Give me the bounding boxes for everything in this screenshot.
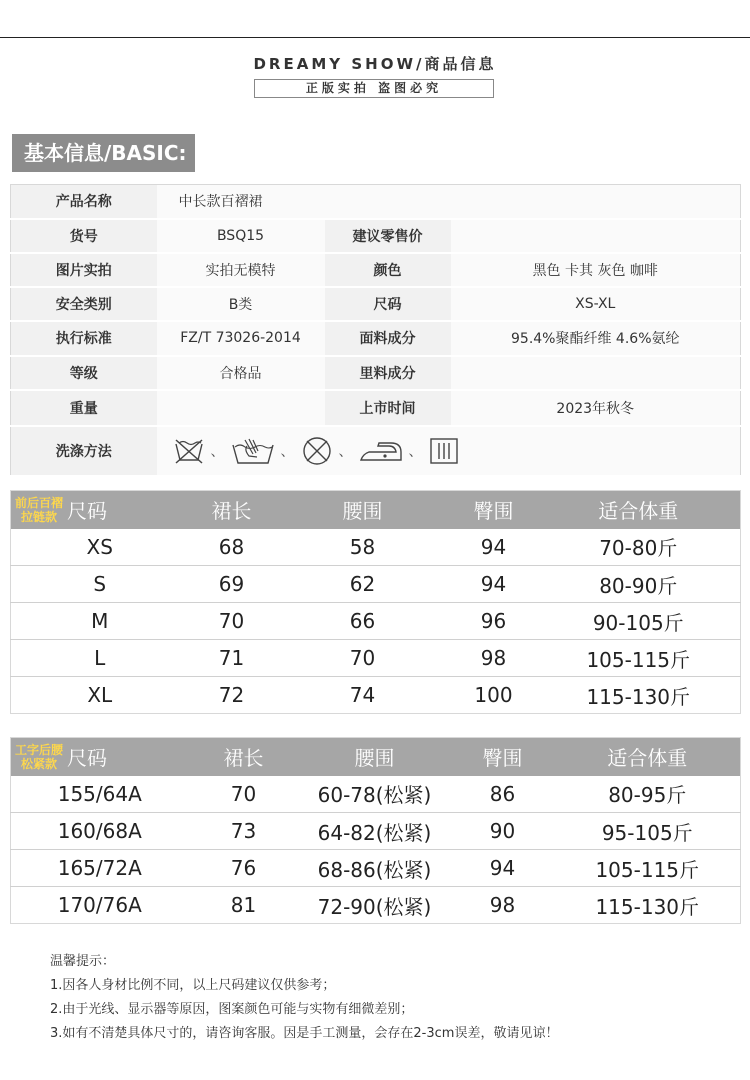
color-value: 黑色 卡其 灰色 咖啡	[451, 253, 741, 287]
size-header-cell: 工字后腰 松紧款 尺码	[11, 738, 189, 776]
cell: 94	[451, 566, 537, 603]
info-row	[11, 219, 741, 253]
info-row	[11, 426, 741, 476]
sku-value: BSQ15	[157, 219, 325, 253]
cell: 69	[189, 566, 275, 603]
cell: M	[11, 603, 189, 640]
cell: 98	[489, 893, 516, 917]
cell: 80-90斤	[537, 566, 741, 603]
care-separator: 、	[210, 443, 225, 460]
launch-value: 2023年秋冬	[451, 390, 741, 426]
hand-wash-icon	[231, 436, 275, 466]
cell: 64-82(松紧)	[299, 813, 451, 850]
info-row	[11, 253, 741, 287]
weight-value	[157, 390, 325, 426]
cell: 60-78(松紧)	[299, 776, 451, 813]
cell: 70	[275, 640, 451, 677]
table-row	[11, 640, 741, 677]
tip-item: 1.因各人身材比例不同，以上尺码建议仅供参考；	[50, 978, 336, 993]
cell: 70-80斤	[537, 529, 741, 566]
cell: 95-105斤	[555, 813, 741, 850]
tip-item: 2.由于光线、显示器等原因，图案颜色可能与实物有细微差别；	[50, 1002, 414, 1017]
standard-value: FZ/T 73026-2014	[157, 321, 325, 356]
top-divider	[0, 37, 750, 38]
info-row	[11, 321, 741, 356]
fabric-value: 95.4%聚酯纤维 4.6%氨纶	[451, 321, 741, 356]
cell: 105-115斤	[555, 850, 741, 887]
cell: 86	[451, 776, 555, 813]
product-name-value: 中长款百褶裙	[157, 185, 741, 219]
weight-header: 适合体重	[555, 738, 741, 776]
info-row	[11, 185, 741, 219]
size-value: XS-XL	[451, 287, 741, 321]
table-row	[11, 776, 741, 813]
cell: 74	[349, 683, 376, 707]
cell: 94	[451, 529, 537, 566]
cell: 105-115斤	[537, 640, 741, 677]
cell: 70	[189, 776, 299, 813]
table-row	[11, 603, 741, 640]
price-value	[451, 219, 741, 253]
style-tag: 工字后腰 松紧款	[15, 742, 64, 771]
section-title-basic: 基本信息/BASIC:	[12, 134, 195, 172]
cell: 100	[474, 683, 513, 707]
photo-label: 图片实拍	[11, 253, 157, 287]
table-row	[11, 566, 741, 603]
cell: 62	[275, 566, 451, 603]
size-table-pleated-zipper	[10, 490, 741, 714]
cell: 72-90(松紧)	[317, 894, 432, 919]
size-table-elastic-waist	[10, 737, 741, 924]
info-row	[11, 287, 741, 321]
no-tumble-dry-icon	[301, 436, 333, 466]
waist-header: 腰围	[299, 738, 451, 776]
cell: 81	[230, 893, 257, 917]
table-row	[11, 850, 741, 887]
drip-dry-icon	[429, 437, 459, 465]
grade-value: 合格品	[157, 356, 325, 390]
no-wash-icon	[173, 437, 205, 465]
info-row	[11, 356, 741, 390]
table-row	[11, 813, 741, 850]
care-separator: 、	[338, 443, 353, 460]
color-label: 颜色	[325, 253, 451, 287]
cell: 170/76A	[57, 893, 142, 917]
length-header: 裙长	[189, 738, 299, 776]
cell: XL	[87, 683, 113, 707]
warm-tips	[50, 950, 558, 1046]
weight-header: 适合体重	[537, 491, 741, 529]
cell: 70	[189, 603, 275, 640]
photo-value: 实拍无模特	[157, 253, 325, 287]
cell: 90	[451, 813, 555, 850]
iron-icon	[359, 438, 403, 464]
sku-label: 货号	[11, 219, 157, 253]
cell: 96	[451, 603, 537, 640]
grade-label: 等级	[11, 356, 157, 390]
cell: XS	[11, 529, 189, 566]
table-row	[11, 887, 741, 924]
style-tag: 前后百褶 拉链款	[15, 495, 64, 524]
product-name-label: 产品名称	[11, 185, 157, 219]
cell: L	[11, 640, 189, 677]
waist-header: 腰围	[275, 491, 451, 529]
care-symbols	[157, 426, 741, 476]
cell: 115-130斤	[586, 684, 691, 709]
hip-header: 臀围	[451, 738, 555, 776]
size-label: 尺码	[325, 287, 451, 321]
cell: 90-105斤	[537, 603, 741, 640]
cell: 71	[189, 640, 275, 677]
care-separator: 、	[408, 443, 423, 460]
size-header-cell: 前后百褶 拉链款 尺码	[11, 491, 189, 529]
cell: 58	[275, 529, 451, 566]
cell: 165/72A	[11, 850, 189, 887]
cell: 72	[218, 683, 245, 707]
brand-title: DREAMY SHOW/商品信息	[253, 55, 497, 73]
cell: 160/68A	[11, 813, 189, 850]
safety-value: B类	[157, 287, 325, 321]
price-label: 建议零售价	[325, 219, 451, 253]
brand-subtitle: 正版实拍 盗图必究	[254, 79, 494, 98]
safety-label: 安全类别	[11, 287, 157, 321]
care-label: 洗涤方法	[11, 426, 157, 476]
length-header: 裙长	[189, 491, 275, 529]
standard-label: 执行标准	[11, 321, 157, 356]
fabric-label: 面料成分	[325, 321, 451, 356]
cell: 94	[451, 850, 555, 887]
cell: 66	[275, 603, 451, 640]
cell: 80-95斤	[555, 776, 741, 813]
info-row	[11, 390, 741, 426]
hip-header: 臀围	[451, 491, 537, 529]
table-row	[11, 677, 741, 714]
size-table-header	[11, 738, 741, 776]
cell: 115-130斤	[595, 894, 700, 919]
lining-label: 里料成分	[325, 356, 451, 390]
tips-title: 温馨提示：	[50, 954, 116, 969]
basic-info-table	[10, 184, 741, 477]
weight-label: 重量	[11, 390, 157, 426]
table-row	[11, 529, 741, 566]
size-table-header	[11, 491, 741, 529]
launch-label: 上市时间	[325, 390, 451, 426]
lining-value	[451, 356, 741, 390]
cell: 68-86(松紧)	[299, 850, 451, 887]
tip-item: 3.如有不清楚具体尺寸的，请咨询客服。因是手工测量，会存在2-3cm误差，敬请见谅！	[50, 1026, 559, 1041]
care-separator: 、	[280, 443, 295, 460]
cell: 68	[189, 529, 275, 566]
cell: S	[11, 566, 189, 603]
cell: 76	[189, 850, 299, 887]
cell: 98	[451, 640, 537, 677]
cell: 73	[189, 813, 299, 850]
cell: 155/64A	[11, 776, 189, 813]
